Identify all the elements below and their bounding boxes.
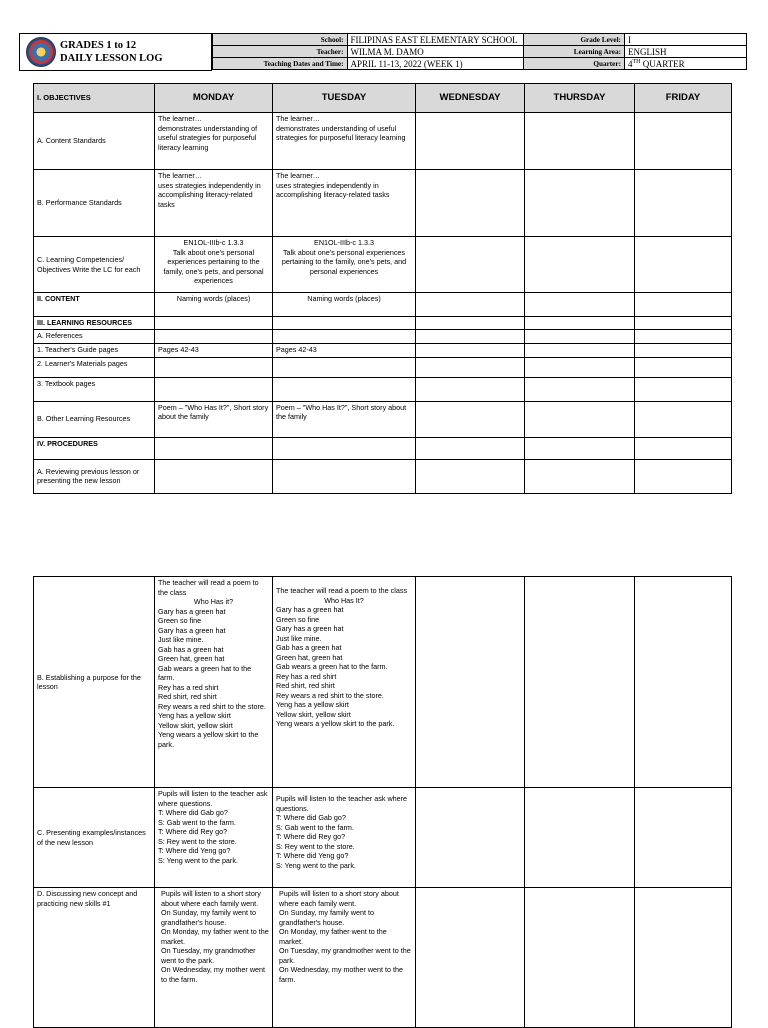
- school-value: FILIPINAS EAST ELEMENTARY SCHOOL: [347, 34, 524, 46]
- col-wednesday: WEDNESDAY: [416, 84, 525, 113]
- teachers-guide-monday: Pages 42-43: [155, 343, 273, 357]
- empty-cell: [416, 788, 525, 888]
- empty-cell: [635, 329, 732, 343]
- content-standards-monday: The learner… demonstrates understanding of useful strategies for purposeful literacy learning: [155, 113, 273, 170]
- discussing-tuesday: Pupils will listen to a short story about where each family went. On Sunday, my family went to grandfather's house. On Monday, my father went to the market. On Tuesday, my grandmother went to the park. On Wednesday, my mother went to the farm.: [273, 888, 416, 1028]
- learning-area-value: ENGLISH: [624, 46, 746, 58]
- empty-cell: [635, 401, 732, 437]
- competencies-monday: EN1OL-IIIb-c 1.3.3 Talk about one's personal experiences pertaining to the family, one's pets, and personal experiences: [155, 237, 273, 293]
- col-thursday: THURSDAY: [525, 84, 635, 113]
- poem-text: Gary has a green hat Green so fine Gary has a green hat Just like mine. Gab has a green hat Green hat, green hat Gab wears a green hat to the farm. Rey has a red shirt Red shirt, red shirt Rey wears a red shirt to the store. Yeng has a yellow skirt Yellow skirt, yellow skirt Yeng wears a yellow skirt to the park.: [276, 605, 395, 728]
- learners-materials-label: 2. Learner's Materials pages: [34, 357, 155, 377]
- empty-cell: [635, 343, 732, 357]
- quarter-value: [624, 58, 746, 70]
- content-standards-thursday: [525, 113, 635, 170]
- table-header-row: [34, 84, 732, 113]
- resources-label: III. LEARNING RESOURCES: [34, 317, 155, 330]
- quarter-number: 4: [627, 58, 633, 69]
- empty-cell: [525, 437, 635, 459]
- empty-cell: [416, 888, 525, 1028]
- procedures-table: [33, 576, 732, 1028]
- table-row: [34, 459, 732, 493]
- other-resources-tuesday: Poem – "Who Has It?", Short story about the family: [273, 401, 416, 437]
- quarter-suffix: TH: [632, 58, 641, 65]
- learning-area-label: Learning Area:: [524, 46, 625, 58]
- content-wednesday: [416, 293, 525, 317]
- table-row: [34, 577, 732, 788]
- quarter-label: Quarter:: [524, 58, 625, 70]
- establishing-purpose-monday: [155, 577, 273, 788]
- empty-cell: [416, 343, 525, 357]
- content-tuesday: Naming words (places): [273, 293, 416, 317]
- dates-value: APRIL 11-13, 2022 (WEEK 1): [347, 58, 524, 70]
- discussing-monday: Pupils will listen to a short story about where each family went. On Sunday, my family went to grandfather's house. On Monday, my father went to the market. On Tuesday, my grandmother went to the park. On Wednesday, my mother went to the farm.: [155, 888, 273, 1028]
- performance-standards-thursday: [525, 170, 635, 237]
- empty-cell: [416, 377, 525, 401]
- col-friday: FRIDAY: [635, 84, 732, 113]
- presenting-tuesday: Pupils will listen to the teacher ask where questions. T: Where did Gab go? S: Gab went to the farm. T: Where did Rey go? S: Rey went to the store. T: Where did Yeng go? S: Yeng went to the park.: [273, 788, 416, 888]
- content-friday: [635, 293, 732, 317]
- empty-cell: [273, 377, 416, 401]
- empty-cell: [416, 577, 525, 788]
- empty-cell: [273, 329, 416, 343]
- title-line-1: GRADES 1 to 12: [60, 40, 137, 51]
- lesson-log-header: [19, 33, 747, 71]
- info-table: [212, 33, 747, 70]
- empty-cell: [416, 437, 525, 459]
- empty-cell: [416, 329, 525, 343]
- table-row: [34, 377, 732, 401]
- content-standards-label: A. Content Standards: [34, 113, 155, 170]
- empty-cell: [273, 459, 416, 493]
- table-row: [34, 113, 732, 170]
- procedures-label: IV. PROCEDURES: [34, 437, 155, 459]
- empty-cell: [155, 317, 273, 330]
- quarter-word: QUARTER: [640, 58, 685, 69]
- document-title: [60, 39, 163, 65]
- teachers-guide-tuesday: Pages 42-43: [273, 343, 416, 357]
- empty-cell: [273, 357, 416, 377]
- presenting-monday: Pupils will listen to the teacher ask where questions. T: Where did Gab go? S: Gab went to the farm. T: Where did Rey go? S: Rey went to the store. T: Where did Yeng go? S: Yeng went to the park.: [155, 788, 273, 888]
- performance-standards-friday: [635, 170, 732, 237]
- empty-cell: [525, 343, 635, 357]
- empty-cell: [525, 888, 635, 1028]
- dates-label: Teaching Dates and Time:: [213, 58, 348, 70]
- table-row: [34, 237, 732, 293]
- establishing-purpose-label: B. Establishing a purpose for the lesson: [34, 577, 155, 788]
- empty-cell: [525, 357, 635, 377]
- empty-cell: [155, 377, 273, 401]
- empty-cell: [525, 788, 635, 888]
- performance-standards-wednesday: [416, 170, 525, 237]
- empty-cell: [635, 788, 732, 888]
- references-label: A. References: [34, 329, 155, 343]
- table-row: [34, 317, 732, 330]
- table-row: [34, 401, 732, 437]
- other-resources-label: B. Other Learning Resources: [34, 401, 155, 437]
- empty-cell: [416, 357, 525, 377]
- grade-level-label: Grade Level:: [524, 34, 625, 46]
- content-monday: Naming words (places): [155, 293, 273, 317]
- poem-intro: The teacher will read a poem to the class: [158, 578, 259, 597]
- title-box: [19, 33, 212, 71]
- deped-seal-icon: [26, 37, 56, 67]
- table-row: [34, 437, 732, 459]
- empty-cell: [525, 577, 635, 788]
- empty-cell: [273, 437, 416, 459]
- competencies-wednesday: [416, 237, 525, 293]
- objectives-table: [33, 83, 732, 494]
- table-row: [34, 357, 732, 377]
- reviewing-label: A. Reviewing previous lesson or presenting the new lesson: [34, 459, 155, 493]
- empty-cell: [155, 437, 273, 459]
- poem-title: Who Has it?: [193, 597, 234, 606]
- competencies-friday: [635, 237, 732, 293]
- poem-text: Gary has a green hat Green so fine Gary has a green hat Just like mine. Gab has a green hat Green hat, green hat Gab wears a green hat to the farm. Rey has a red shirt Red shirt, red shirt Rey wears a red shirt to the store. Yeng has a yellow skirt Yellow skirt, yellow skirt Yeng wears a yellow skirt to the park.: [158, 606, 266, 749]
- poem-title: Who Has It?: [324, 595, 364, 605]
- competencies-label: C. Learning Competencies/ Objectives Write the LC for each: [34, 237, 155, 293]
- title-line-2: DAILY LESSON LOG: [60, 53, 163, 64]
- other-resources-monday: Poem – "Who Has It?", Short story about the family: [155, 401, 273, 437]
- empty-cell: [635, 317, 732, 330]
- discussing-label: D. Discussing new concept and practicing new skills #1: [34, 888, 155, 1028]
- performance-standards-monday: The learner… uses strategies independently in accomplishing literacy-related tasks: [155, 170, 273, 237]
- establishing-purpose-tuesday: [273, 577, 416, 788]
- table-row: [34, 170, 732, 237]
- content-standards-tuesday: The learner… demonstrates understanding of useful strategies for purposeful literacy learning: [273, 113, 416, 170]
- empty-cell: [525, 401, 635, 437]
- empty-cell: [525, 329, 635, 343]
- competencies-thursday: [525, 237, 635, 293]
- performance-standards-tuesday: The learner… uses strategies independently in accomplishing literacy-related tasks: [273, 170, 416, 237]
- teacher-value: WILMA M. DAMO: [347, 46, 524, 58]
- teacher-label: Teacher:: [213, 46, 348, 58]
- col-monday: MONDAY: [155, 84, 273, 113]
- content-standards-friday: [635, 113, 732, 170]
- empty-cell: [635, 357, 732, 377]
- table-row: [34, 788, 732, 888]
- textbook-pages-label: 3. Textbook pages: [34, 377, 155, 401]
- col-tuesday: TUESDAY: [273, 84, 416, 113]
- content-thursday: [525, 293, 635, 317]
- content-label: II. CONTENT: [34, 293, 155, 317]
- empty-cell: [155, 357, 273, 377]
- grade-level-value: I: [624, 34, 746, 46]
- empty-cell: [635, 377, 732, 401]
- poem-intro: The teacher will read a poem to the class: [276, 586, 408, 595]
- empty-cell: [635, 437, 732, 459]
- empty-cell: [273, 317, 416, 330]
- empty-cell: [635, 459, 732, 493]
- teachers-guide-label: 1. Teacher's Guide pages: [34, 343, 155, 357]
- performance-standards-label: B. Performance Standards: [34, 170, 155, 237]
- empty-cell: [416, 317, 525, 330]
- empty-cell: [525, 377, 635, 401]
- empty-cell: [416, 401, 525, 437]
- table-row: [34, 329, 732, 343]
- empty-cell: [155, 329, 273, 343]
- competencies-tuesday: EN1OL-IIIb-c 1.3.3 Talk about one's personal experiences pertaining to the family, one's pets, and personal experiences: [273, 237, 416, 293]
- content-standards-wednesday: [416, 113, 525, 170]
- empty-cell: [416, 459, 525, 493]
- empty-cell: [635, 577, 732, 788]
- school-label: School:: [213, 34, 348, 46]
- empty-cell: [635, 888, 732, 1028]
- empty-cell: [155, 459, 273, 493]
- table-row: [34, 343, 732, 357]
- empty-cell: [525, 459, 635, 493]
- empty-cell: [525, 317, 635, 330]
- table-row: [34, 293, 732, 317]
- table-row: [34, 888, 732, 1028]
- col-objectives: I. OBJECTIVES: [34, 84, 155, 113]
- presenting-label: C. Presenting examples/instances of the new lesson: [34, 788, 155, 888]
